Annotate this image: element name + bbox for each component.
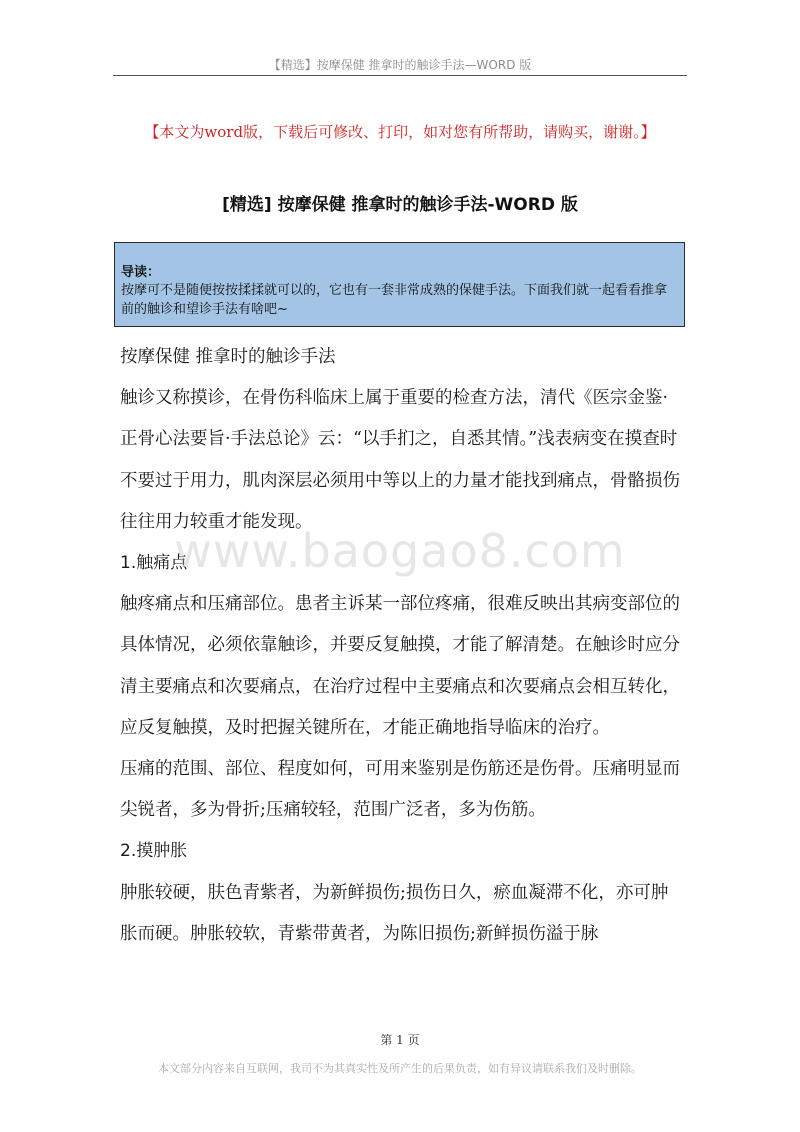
guide-box — [114, 242, 685, 327]
watermark: www.baogao8.com — [174, 524, 626, 578]
intro-paragraph: 触诊又称摸诊，在骨伤科临床上属于重要的检查方法，清代《医宗金鉴·正骨心法要旨·手法总论》云：“以手扪之，自悉其情。”浅表病变在摸查时不要过于用力，肌肉深层必须用中等以上的力量才能找到痛点，骨骼损伤往往用力较重才能发现。 — [120, 388, 680, 532]
document-title: [精选] 按摩保健 推拿时的触诊手法-WORD 版 — [222, 195, 578, 215]
guide-label: 导读： — [121, 265, 161, 280]
page-header: 【精选】按摩保健 推拿时的触诊手法—WORD 版 — [268, 58, 532, 72]
page-number: 第 1 页 — [380, 1033, 420, 1047]
header-divider — [113, 75, 687, 76]
swelling-paragraph-1: 肿胀较硬，肤色青紫者，为新鲜损伤;损伤日久，瘀血凝滞不化，亦可肿胀而硬。肿胀较软，青紫带黄者，为陈旧损伤;新鲜损伤溢于脉 — [120, 882, 669, 944]
article-subtitle: 按摩保健 推拿时的触诊手法 — [120, 347, 336, 367]
guide-text: 按摩可不是随便按按揉揉就可以的，它也有一套非常成熟的保健手法。下面我们就一起看看推拿前的触诊和望诊手法有啥吧~ — [121, 283, 668, 317]
tender-points-paragraph-1: 触疼痛点和压痛部位。患者主诉某一部位疼痛，很难反映出其病变部位的具体情况，必须依靠触诊，并要反复触摸，才能了解清楚。在触诊时应分清主要痛点和次要痛点，在治疗过程中主要痛点和次要痛点会相互转化，应反复触摸，及时把握关键所在，才能正确地指导临床的治疗。 — [120, 594, 680, 738]
section-heading-swelling: 2.摸肿胀 — [120, 841, 188, 862]
article-body — [120, 337, 685, 955]
section-heading-tender-points: 1.触痛点 — [120, 553, 188, 574]
tender-points-paragraph-2: 压痛的范围、部位、程度如何，可用来鉴别是伤筋还是伤骨。压痛明显而尖锐者，多为骨折;压痛较轻，范围广泛者，多为伤筋。 — [120, 759, 680, 821]
footer-disclaimer: 本文部分内容来自互联网，我司不为其真实性及所产生的后果负责，如有异议请联系我们及时删除。 — [158, 1062, 642, 1075]
purchase-notice: 【本文为word版，下载后可修改、打印，如对您有所帮助，请购买，谢谢。】 — [144, 123, 656, 141]
